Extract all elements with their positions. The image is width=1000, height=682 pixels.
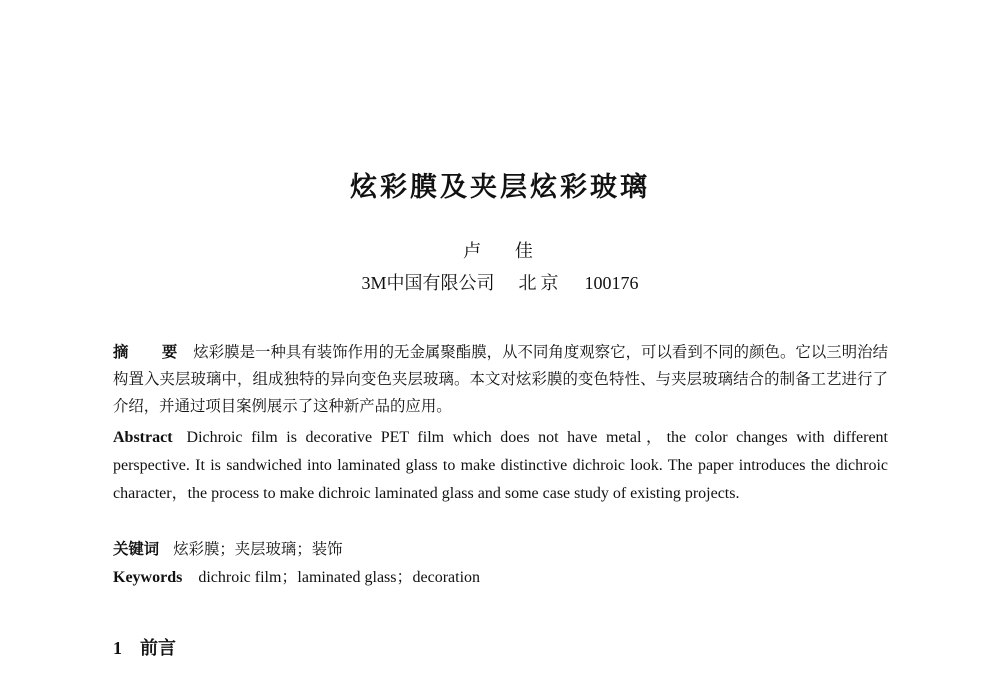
keywords-en-label: Keywords <box>113 569 183 586</box>
keywords-zh-label: 关键词 <box>113 540 160 558</box>
abstract-en-text: Dichroic film is decorative PET film which does not have metal，the color changes with different perspective. It is sandwiched into laminated glass to make distinctive dichroic look. The paper introduces the dichroic character，the process to make dichroic laminated glass and some case study of existing projects. <box>113 429 888 502</box>
author-name: 卢 佳 <box>463 241 547 262</box>
keywords-zh <box>113 536 888 563</box>
affiliation-city: 北京 <box>518 273 563 293</box>
abstract-zh-text: 炫彩膜是一种具有装饰作用的无金属聚酯膜，从不同角度观察它，可以看到不同的颜色。它以三明治结构置入夹层玻璃中，组成独特的异向变色夹层玻璃。本文对炫彩膜的变色特性、与夹层玻璃结合的制备工艺进行了介绍，并通过项目案例展示了这种新产品的应用。 <box>113 343 888 415</box>
abstract-en-label: Abstract <box>113 429 173 446</box>
section-title: 前言 <box>140 638 176 659</box>
keywords-en <box>113 564 888 592</box>
section-heading <box>113 634 176 663</box>
affiliation-postcode: 100176 <box>584 273 639 293</box>
abstract-zh-label: 摘 要 <box>113 343 192 361</box>
abstract-en <box>113 424 888 508</box>
affiliation <box>0 270 1000 296</box>
affiliation-org: 3M中国有限公司 <box>361 273 495 293</box>
paper-title: 炫彩膜及夹层炫彩玻璃 <box>350 172 650 203</box>
abstract-zh <box>113 339 888 420</box>
keywords-en-text: dichroic film；laminated glass；decoration <box>198 569 481 586</box>
section-number: 1 <box>113 638 122 658</box>
keywords-zh-text: 炫彩膜；夹层玻璃；装饰 <box>173 540 343 558</box>
